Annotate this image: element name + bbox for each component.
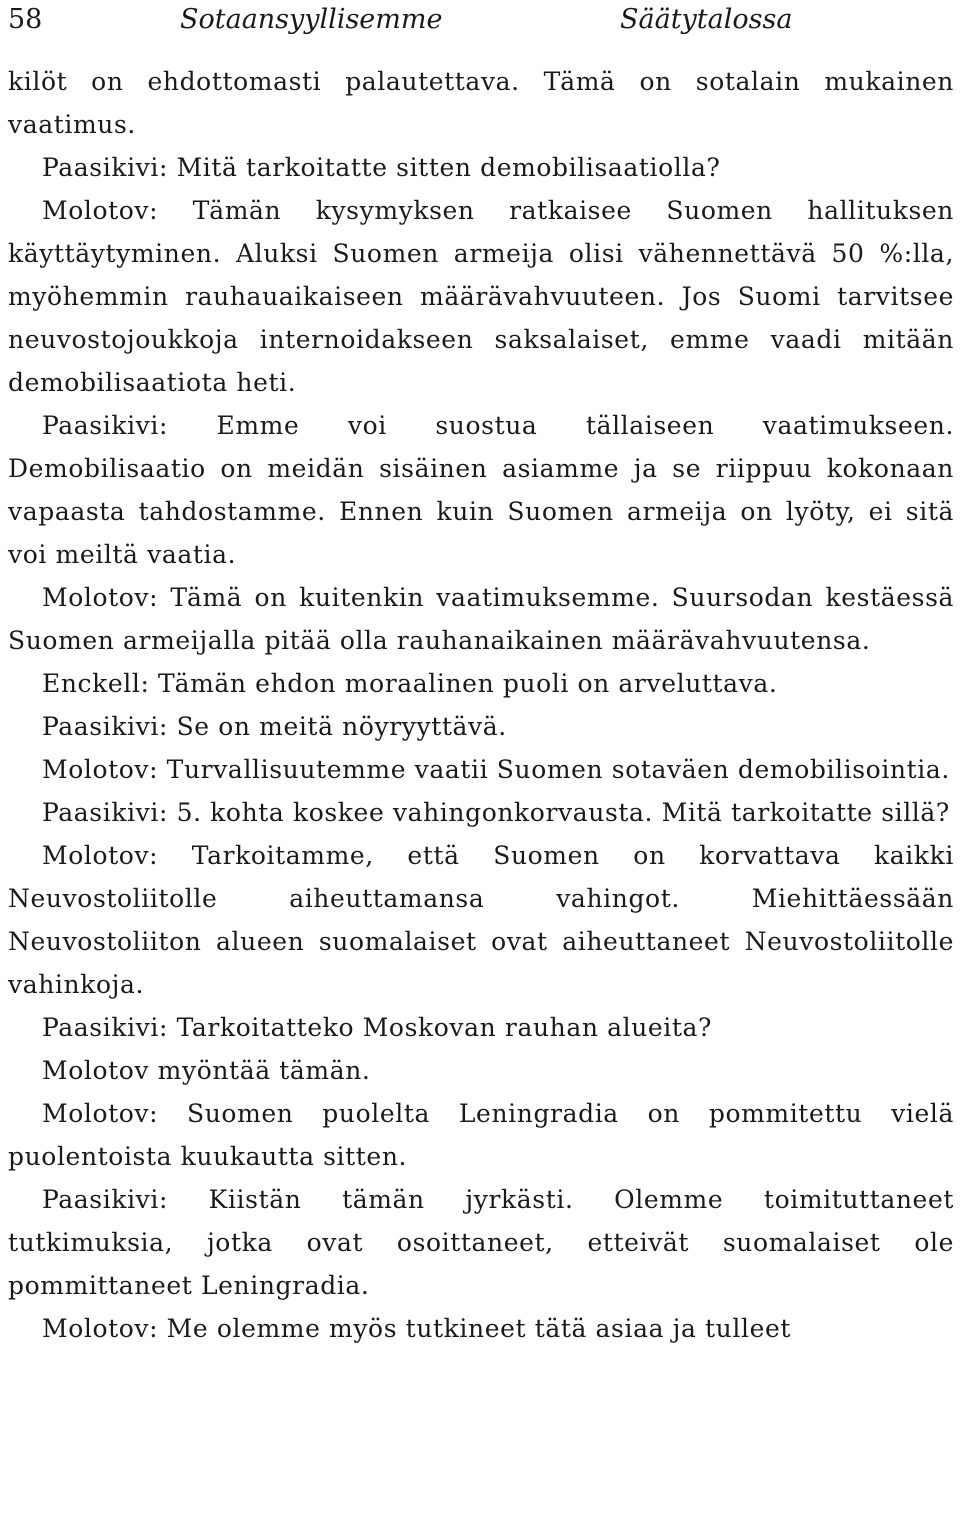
paragraph: Paasikivi: Se on meitä nöyryyttävä. [42, 712, 507, 741]
paragraph: Paasikivi: Kiistän tämän jyrkästi. Olemme toimituttaneet tutkimuksia, jotka ovat osoittaneet, etteivät suomalaiset ole pommittaneet Leningradia. [8, 1185, 954, 1300]
paragraph: Molotov: Turvallisuutemme vaatii Suomen sotaväen demobilisointia. [42, 755, 950, 784]
paragraph: Molotov: Me olemme myös tutkineet tätä asiaa ja tulleet [42, 1314, 792, 1343]
paragraph: kilöt on ehdottomasti palautettava. Tämä on sotalain mukainen vaatimus. [8, 67, 954, 139]
paragraph: Paasikivi: Tarkoitatteko Moskovan rauhan alueita? [42, 1013, 713, 1042]
paragraph: Molotov myöntää tämän. [42, 1056, 371, 1085]
paragraph: Molotov: Tarkoitamme, että Suomen on korvattava kaikki Neuvostoliitolle aiheuttamansa vahingot. Miehittäessään Neuvostoliiton alueen suomalaiset ovat aiheuttaneet Neuvostoliitolle vahinkoja. [8, 841, 954, 999]
paragraph: Molotov: Tämä on kuitenkin vaatimuksemme. Suursodan kestäessä Suomen armeijalla pitää olla rauhanaikainen määrävahvuutensa. [8, 583, 954, 655]
running-header [0, 0, 960, 40]
book-title: Sotaansyyllisemme [180, 4, 443, 35]
paragraph: Paasikivi: 5. kohta koskee vahingonkorvausta. Mitä tarkoitatte sillä? [42, 798, 950, 827]
page-number: 58 [8, 4, 43, 35]
paragraph: Molotov: Suomen puolelta Leningradia on pommitettu vielä puolentoista kuukautta sitten. [8, 1099, 954, 1171]
body-text [8, 60, 954, 1350]
paragraph: Paasikivi: Mitä tarkoitatte sitten demobilisaatiolla? [42, 153, 721, 182]
paragraph: Enckell: Tämän ehdon moraalinen puoli on arveluttava. [42, 669, 778, 698]
chapter-title: Säätytalossa [620, 4, 793, 35]
paragraph: Molotov: Tämän kysymyksen ratkaisee Suomen hallituksen käyttäytyminen. Aluksi Suomen armeija olisi vähennettävä 50 %:lla, myöhemmin rauhauaikaiseen määrävahvuuteen. Jos Suomi tarvitsee neuvostojoukkoja internoidakseen saksalaiset, emme vaadi mitään demobilisaatiota heti. [8, 196, 954, 397]
paragraph: Paasikivi: Emme voi suostua tällaiseen vaatimukseen. Demobilisaatio on meidän sisäinen asiamme ja se riippuu kokonaan vapaasta tahdostamme. Ennen kuin Suomen armeija on lyöty, ei sitä voi meiltä vaatia. [8, 411, 954, 569]
